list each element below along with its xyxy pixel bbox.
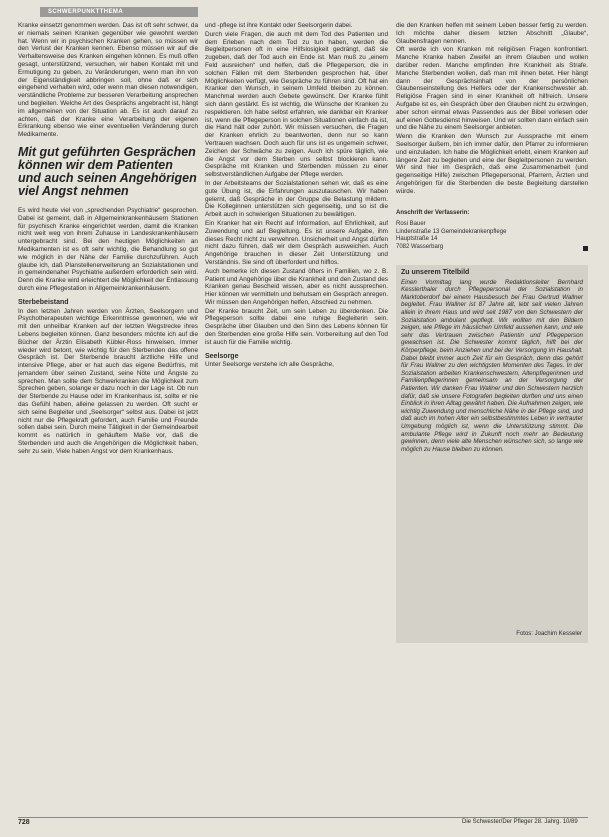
pull-quote: Mit gut geführten Gesprächen können wir dem Patienten und auch seinen Angehörigen viel Angst nehmen <box>18 144 197 198</box>
body-paragraph: In der Arbeitsteams der Sozialstationen sehen wir, daß es eine gute Übung ist, die Erfahrungen auszutauschen. Wir haben gelernt, daß Gespräche in der Gruppe die Belastung mildern. Die Kolleginnen unterstützen sich gegenseitig, und so ist die Arbeit auch in schwierigen Situationen zu bewältigen. <box>205 179 388 219</box>
subheading-seelsorge: Seelsorge <box>205 352 239 360</box>
author-address-line: Rosi Bauer <box>396 221 426 228</box>
body-paragraph: Der Kranke braucht Zeit, um sein Leben zu überdenken. Die Pflegeperson sollte dabei eine ruhige Begleiterin sein. Gespräche über Glauben und den Sinn des Lebens können für den Sterbenden eine große Hilfe sein. Vorbereitung auf den Tod ist auch für die Familie wichtig. <box>205 307 388 346</box>
info-box-title: Zu unserem Titelbild <box>401 269 470 277</box>
body-paragraph: Es wird heute viel von „sprechenden Psychiatrie“ gesprochen. Dabei ist gemeint, daß in Allgemeinkrankenhäusern Stationen für psychisch Kranke eingerichtet werden, damit die Kranken nicht weit weg von ihrem Zuhause in Landeskrankenhäusern untergebracht sind. Bei den heutigen Möglichkeiten an Medikamenten ist es oft sehr wichtig, die Behandlung so gut wie möglich in der Nähe der Familie durchzuführen. Auch glaube ich, daß Planstellenerweiterung an Sozialstationen und in gemeindenaher Psychiatrie außerdem erforderlich sein wird. Denn die Kranke wird erleichtert die Möglichkeit der Entlassung durch eine Pflegestation in Allgemeinkrankenhäusern. <box>18 206 198 292</box>
page-number: 728 <box>18 819 30 826</box>
author-address <box>396 210 588 252</box>
body-paragraph: Auch bemerke ich diesen Zustand öfters in Familien, wo z. B. Patient und Angehörige über die Krankheit und den Zustand des Kranken genau Bescheid wissen, aber es nicht aussprechen. Hier können wir vermitteln und behutsam ein Gespräch anregen. Wir müssen den Angehörigen helfen, Abschied zu nehmen. <box>205 267 388 306</box>
body-paragraph: Wenn die Kranken den Wunsch zur Aussprache mit einem Seelsorger äußern, bin ich immer dafür, den Pfarrer zu informieren und einzuladen. Ich habe die Möglichkeit erlebt, einem Kranken auf längere Zeit zu begleiten und eine der Begleitpersonen zu werden. Wir sind hier im Gespräch, daß eine Zusammenarbeit (und gegenseitige Hilfe) zwischen Pflegepersonal, Pfarrern, Ärzten und Angehörigen für die Sterbenden die beste Begleitung darstellen würde. <box>396 133 588 195</box>
body-paragraph: und -pflege ist ihre Kontakt oder Seelsorgerin dabei. <box>205 22 353 29</box>
body-paragraph: Oft werde ich von Kranken mit religiösen Fragen konfrontiert. Manche Kranke haben Zweifel an ihrem Glauben und wollen darüber reden. Manche empfinden ihre Krankheit als Strafe. Manche Sterbenden wollen, daß man mit ihnen betet. Hier hängt dann der Gesprächsinhalt von der persönlichen Glaubenseinstellung des Helfers oder der Krankenschwester ab. Religiöse Fragen sind in einer Krankheit oft hilfreich. Unsere Aufgabe ist es, ein Gespräch über den Glauben nicht zu erzwingen, aber schon einmal etwas Passendes aus der Bibel vorlesen oder auf einen Gottesdienst hinweisen. Und wir sollten dann einfach sein und die Nähe zu einem Seelsorger anbieten. <box>396 46 588 132</box>
column-right <box>396 22 588 812</box>
section-header-label: SCHWERPUNKTTHEMA <box>48 9 124 15</box>
author-address-line: Lindenstraße 13 Gemeindekrankenpflege <box>396 228 507 235</box>
body-paragraph: die den Kranken helfen mit seinem Leben besser fertig zu werden. Ich möchte daher diesem letzten Abschnitt „Glaube“, Glaubensfragen nennen. <box>396 22 588 45</box>
author-address-title: Anschrift der Verfasserin: <box>396 209 470 216</box>
column-middle <box>205 22 388 812</box>
footer-rule <box>18 817 588 818</box>
body-paragraph: Kranke einsetzt genommen werden. Das ist oft sehr schwer, da er niemals seinen Kranken gegenüber wie gewohnt werden hat. Wenn wir in psychischen Kranken gehen, so müssen wir den Verlust der Kranken kennen. Ebenso müssen wir auf die Verhaltensweise des Kranken eingehen können. Es muß offen gesagt, unterstützend, versuchen, wir haben Kontakt mit und Ermutigung zu geben, zu Veränderungen, wenn man ihn von der Eigenständigkeit abbringen soll, ohne daß er sich eingehend verhalten wird, oder wenn man diesen notwendigen, verständliche Probleme zur besseren Verarbeitung ansprechen und begleiten. Welche Art des Gesprächs angebracht ist, hängt im allgemeinen von der Situation ab. Es ist auch darauf zu achten, daß der Kranke eine Verarbeitung der eigenen Erkrankung ebenso wie einer eventuellen Veränderung durch Medikamente. <box>18 22 198 139</box>
photo-credit: Fotos: Joachim Kesseler <box>516 631 582 638</box>
body-paragraph: Unter Seelsorge verstehe ich alle Gespräche, <box>205 361 334 369</box>
body-paragraph: In den letzten Jahren werden von Ärzten, Seelsorgern und Psychotherapeuten wichtige Erkenntnisse gewonnen, wie wir mit den unheilbar Kranken auf der letzten Wegstrecke ihres Lebens begleiten können. Ganz besonders möchte ich auf die Bücher der Ärztin Elisabeth Kübler-Ross hinweisen. Immer wieder wird betont, wie wichtig für den Sterbenden das offene Gespräch ist. Der Sterbende braucht ärztliche Hilfe und intensive Pflege, aber er hat auch das eigene Bedürfnis, mit jemandem über seinen Zustand, seine Nöte und Ängste zu sprechen. Man sollte dem Schwerkranken die Möglichkeit zum Sprechen geben, solange er dazu noch in der Lage ist. Ob nun der Sterbende zu Hause oder im Krankenhaus ist, sollte er nie das Gefühl haben, alleine gelassen zu werden. Oft sucht er sich seine Begleiter und „Seelsorger“ selbst aus. Dabei ist jetzt nicht nur die Pflegekraft gefordert, auch Familie und Freunde sollen dabei sein. Durch meine Tätigkeit in der Gemeindearbeit kommt es natürlich in gehäuftem Maße vor, daß die Sterbenden und auch die Angehörigen die Möglichkeit haben, sehr zu sein. Viele haben Angst vor dem Krankenhaus. <box>18 307 198 455</box>
article-end-mark <box>583 246 588 251</box>
journal-citation: Die Schwester/Der Pfleger 28. Jahrg. 10/89 <box>462 819 578 825</box>
cover-photo-info-box <box>396 265 588 643</box>
info-box-text: Einen Vormittag lang wurde Redaktionsleiter Bernhard Kesslerthaler durch Pflegepersonal der Sozialstation in Marktoberdorf bei einem Hausbesuch bei Frau Gertrud Wallner begleitet. Frau Wallner ist 87 Jahre alt, lebt seit vielen Jahren allein in ihrem Haus und wird seit 1987 von den Schwestern der Sozialstation ambulant gepflegt. Wir wollten mit den Bildern zeigen, wie Pflege im häuslichen Umfeld aussehen kann, und wie sehr das Vertrauen zwischen Patientin und Pflegeperson gewachsen ist. Die Schwester kommt täglich, hilft bei der Körperpflege, beim Anziehen und bei der Versorgung im Haushalt. Dabei bleibt immer auch Zeit für ein Gespräch, denn das gehört für Frau Wallner zu den wichtigsten Momenten des Tages. In der Sozialstation arbeiten Krankenschwestern, Altenpflegerinnen und Familienpflegerinnen gemeinsam an der Versorgung der Patienten. Wir danken Frau Wallner und den Schwestern herzlich dafür, daß sie unsere Fotografen begleiten durften und uns einen Einblick in ihren Alltag gewährt haben. Die Aufnahmen zeigen, wie wichtig Zuwendung und menschliche Nähe in der Pflege sind, und daß auch im hohen Alter ein selbstbestimmtes Leben in vertrauter Umgebung möglich ist, wenn die Unterstützung stimmt. Die ambulante Pflege wird in Zukunft noch mehr an Bedeutung gewinnen, denn viele alte Menschen wünschen sich, so lange wie möglich zu Hause bleiben zu können. <box>401 278 583 453</box>
subheading-sterbebeistand: Sterbebeistand <box>18 298 69 306</box>
body-paragraph: Ein Kranker hat ein Recht auf Information, auf Ehrlichkeit, auf Zuwendung und auf Begleitung. Es ist unsere Aufgabe, ihm dieses Recht nicht zu verwehren. Unsicherheit und Angst dürfen nicht dazu führen, daß wir dem Gespräch ausweichen. Auch Angehörige brauchen in dieser Zeit Unterstützung und Verständnis. Sie sind oft überfordert und hilflos. <box>205 219 388 266</box>
body-paragraph: Durch viele Fragen, die auch mit dem Tod des Patienten und dem Erleben nach dem Tod zu tun haben, werden die Begleitpersonen oft in eine Hilfslosigkeit gedrängt, daß sie zugeben, daß der Tod auch ein Ende ist. Man muß zu „einem Feld ausreichen“ und helfen, daß die Pflegeperson, die in solchen Fällen mit dem Sterbenden gesprochen hat, über Möglichkeiten verfügt, wie Gespräche zu führen sind. Oft hat ein Kranker den Wunsch, in seinem Umfeld bleiben zu können. Manchmal werden auch Gebete gewünscht. Der Kranke fühlt sich dann gestärkt. Es ist wichtig, die Wünsche der Kranken zu respektieren. Ich habe selbst erfahren, wie dankbar ein Kranker ist, wenn die Pflegeperson in solchen Situationen einfach da ist, die Hand hält oder zuhört. Wir müssen versuchen, die Fragen der Kranken ehrlich zu beantworten, denn nur so kann Vertrauen wachsen. Doch auch für uns ist es ungemein schwer, Zeichen der Schwäche zu zeigen. Auch ich spüre täglich, wie die Angst vor dem Sterben uns selbst blockieren kann. Gespräche mit Kranken und Sterbenden müssen zu einer selbstverständlichen Aufgabe der Pflege werden. <box>205 30 388 179</box>
column-left <box>18 22 198 812</box>
author-address-line: Hauptstraße 14 <box>396 236 438 243</box>
author-address-line: 7082 Wasserbarg <box>396 243 444 250</box>
